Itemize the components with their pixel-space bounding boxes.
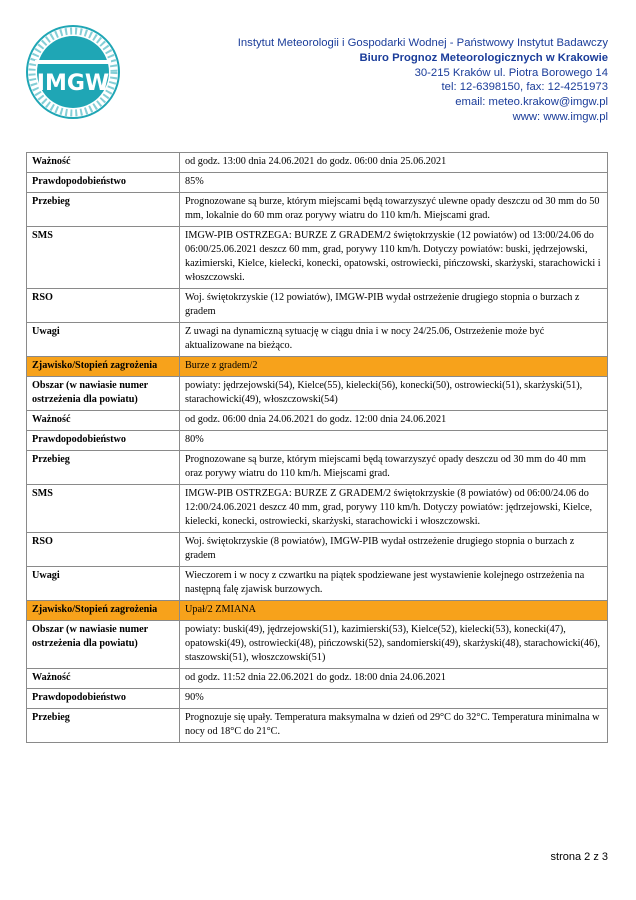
table-row	[27, 621, 608, 669]
row-value: Z uwagi na dynamiczną sytuację w ciągu dnia i w nocy 24/25.06, Ostrzeżenie może być aktualizowane na bieżąco.	[180, 323, 608, 357]
hazard-row	[27, 357, 608, 377]
row-label: Uwagi	[27, 567, 180, 601]
row-value: Prognozowane są burze, którym miejscami będą towarzyszyć opady deszczu od 30 mm do 40 mm oraz porywy wiatru do 110 km/h. Miejscami grad.	[180, 451, 608, 485]
row-label: Uwagi	[27, 323, 180, 357]
table-row	[27, 153, 608, 173]
table-row	[27, 173, 608, 193]
imgw-logo	[20, 22, 130, 122]
table-row	[27, 451, 608, 485]
row-value: Prognozowane są burze, którym miejscami będą towarzyszyć ulewne opady deszczu od 30 mm do 50 mm, lokalnie do 60 mm oraz porywy wiatru do 110 km/h. Miejscami grad.	[180, 193, 608, 227]
row-value: od godz. 11:52 dnia 22.06.2021 do godz. 18:00 dnia 24.06.2021	[180, 669, 608, 689]
table-row	[27, 323, 608, 357]
office-name: Biuro Prognoz Meteorologicznych w Krakowie	[359, 51, 608, 64]
row-label: Zjawisko/Stopień zagrożenia	[27, 601, 180, 621]
row-value: Woj. świętokrzyskie (8 powiatów), IMGW-PIB wydał ostrzeżenie drugiego stopnia o burzach z gradem	[180, 533, 608, 567]
row-value: 90%	[180, 689, 608, 709]
row-value: Upał/2 ZMIANA	[180, 601, 608, 621]
row-value: IMGW-PIB OSTRZEGA: BURZE Z GRADEM/2 świętokrzyskie (12 powiatów) od 13:00/24.06 do 06:00/25.06.2021 deszcz 60 mm, grad, porywy 110 km/h. Dotyczy powiatów: buski, jędrzejowski, kazimierski, Kielce, kielecki, konecki, opatowski, ostrowiecki, pińczowski, skarżyski, starachowicki i włoszczowski.	[180, 227, 608, 289]
document-header	[0, 0, 636, 140]
row-label: Ważność	[27, 153, 180, 173]
table-row	[27, 411, 608, 431]
table-row	[27, 377, 608, 411]
row-value: 85%	[180, 173, 608, 193]
row-label: Prawdopodobieństwo	[27, 431, 180, 451]
row-label: SMS	[27, 485, 180, 533]
row-value: IMGW-PIB OSTRZEGA: BURZE Z GRADEM/2 świętokrzyskie (8 powiatów) od 06:00/24.06 do 12:00/24.06.2021 deszcz 40 mm, grad, porywy 110 km/h. Dotyczy powiatów: jędrzejowski, Kielce, kielecki, konecki, ostrowiecki, skarżyski, starachowicki i włoszczowski.	[180, 485, 608, 533]
website[interactable]: www: www.imgw.pl	[512, 110, 608, 123]
table-row	[27, 669, 608, 689]
row-label: Ważność	[27, 669, 180, 689]
row-value: 80%	[180, 431, 608, 451]
logo-text: IMGW	[36, 71, 110, 96]
street-address: 30-215 Kraków ul. Piotra Borowego 14	[414, 66, 608, 79]
table-row	[27, 227, 608, 289]
warning-table	[26, 152, 608, 743]
row-label: RSO	[27, 533, 180, 567]
row-label: Zjawisko/Stopień zagrożenia	[27, 357, 180, 377]
table-row	[27, 193, 608, 227]
table-row	[27, 533, 608, 567]
row-value: Prognozuje się upały. Temperatura maksymalna w dzień od 29°C do 32°C. Temperatura minimalna w nocy od 18°C do 21°C.	[180, 709, 608, 743]
phone-fax: tel: 12-6398150, fax: 12-4251973	[441, 81, 608, 94]
row-label: Obszar (w nawiasie numer ostrzeżenia dla powiatu)	[27, 621, 180, 669]
row-label: Prawdopodobieństwo	[27, 689, 180, 709]
row-label: Przebieg	[27, 193, 180, 227]
institute-name: Instytut Meteorologii i Gospodarki Wodnej - Państwowy Instytut Badawczy	[237, 37, 608, 49]
row-label: Przebieg	[27, 709, 180, 743]
table-row	[27, 431, 608, 451]
row-value: powiaty: buski(49), jędrzejowski(51), kazimierski(53), Kielce(52), kielecki(53), konecki(47), opatowski(49), ostrowiecki(48), pińczowski(52), sandomierski(49), skarżyski(48), starachowicki(46), staszowski(51), włoszczowski(51)	[180, 621, 608, 669]
row-label: Prawdopodobieństwo	[27, 173, 180, 193]
row-label: RSO	[27, 289, 180, 323]
row-label: SMS	[27, 227, 180, 289]
email-address[interactable]: email: meteo.krakow@imgw.pl	[455, 96, 608, 109]
row-value: Wieczorem i w nocy z czwartku na piątek spodziewane jest wystawienie kolejnego ostrzeżenia na następną falę zjawisk burzowych.	[180, 567, 608, 601]
institute-address-block	[238, 36, 608, 125]
hazard-row	[27, 601, 608, 621]
table-row	[27, 689, 608, 709]
table-row	[27, 485, 608, 533]
row-value: powiaty: jędrzejowski(54), Kielce(55), kielecki(56), konecki(50), ostrowiecki(51), skarżyski(51), starachowicki(49), włoszczowski(54)	[180, 377, 608, 411]
row-value: Woj. świętokrzyskie (12 powiatów), IMGW-PIB wydał ostrzeżenie drugiego stopnia o burzach z gradem	[180, 289, 608, 323]
row-label: Ważność	[27, 411, 180, 431]
table-row	[27, 289, 608, 323]
row-label: Obszar (w nawiasie numer ostrzeżenia dla powiatu)	[27, 377, 180, 411]
row-value: Burze z gradem/2	[180, 357, 608, 377]
page-number: strona 2 z 3	[550, 851, 608, 863]
row-label: Przebieg	[27, 451, 180, 485]
table-row	[27, 567, 608, 601]
table-row	[27, 709, 608, 743]
row-value: od godz. 13:00 dnia 24.06.2021 do godz. 06:00 dnia 25.06.2021	[180, 153, 608, 173]
row-value: od godz. 06:00 dnia 24.06.2021 do godz. 12:00 dnia 24.06.2021	[180, 411, 608, 431]
